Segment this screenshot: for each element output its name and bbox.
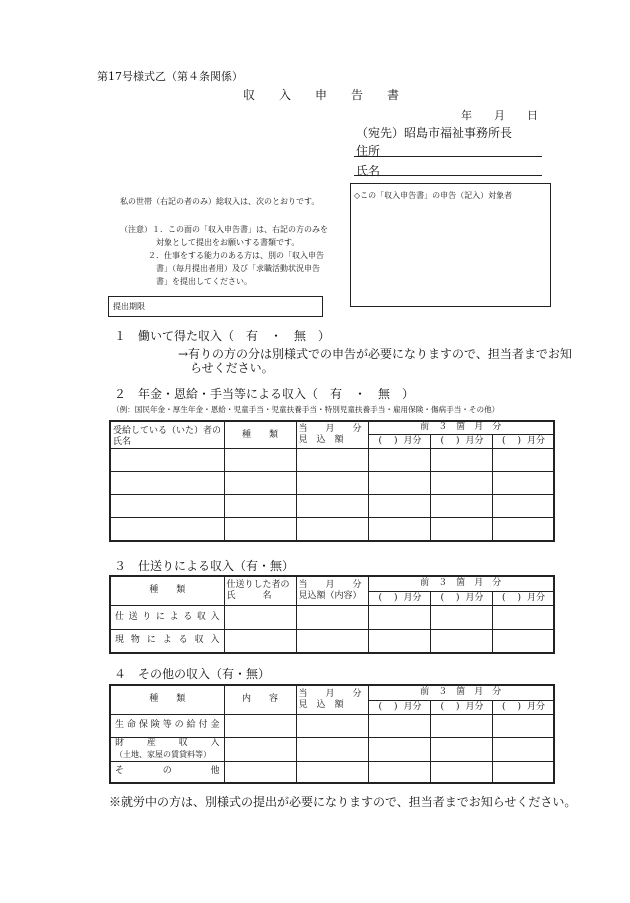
row-property-label: 財産収入 （土地、家屋の賃貸料等） <box>110 737 224 761</box>
month-cell[interactable]: ( ) 月分 <box>430 700 492 714</box>
table-row <box>110 449 554 472</box>
col-type-header: 種 類 <box>110 576 224 605</box>
col-recipient-header: 受給している（いた）者の氏名 <box>110 421 224 449</box>
date-field[interactable]: 年 月 日 <box>461 109 538 122</box>
month-cell[interactable]: ( ) 月分 <box>492 700 554 714</box>
form-number: 第17号様式乙（第４条関係） <box>97 70 243 83</box>
section2-table <box>109 420 555 542</box>
col-current-header: 当 月 分 見込額（内容） <box>296 576 368 605</box>
page-title: 収 入 申 告 書 <box>243 88 400 102</box>
col-sender-header: 仕送りした者の 氏 名 <box>224 576 296 605</box>
note-2-line-b: 書」（毎月提出者用）及び「求職活動状況申告 <box>156 264 320 273</box>
month-cell[interactable]: ( ) 月分 <box>430 434 492 448</box>
row-insurance-label: 生命保険等の給付金 <box>110 714 224 737</box>
address-label: 住所 <box>356 144 381 158</box>
month-cell[interactable]: ( ) 月分 <box>368 591 430 605</box>
name-label: 氏名 <box>356 164 381 178</box>
col-prev-header: 前 ３ 箇 月 分 <box>368 421 554 434</box>
col-current-header: 当 月 分 見 込 額 <box>296 685 368 714</box>
section4-heading: ４ その他の収入（有・無） <box>114 667 271 681</box>
table-row <box>110 472 554 495</box>
section1-heading: １ 働いて得た収入（ 有 ・ 無 ） <box>114 329 331 343</box>
month-cell[interactable]: ( ) 月分 <box>492 434 554 448</box>
address-field[interactable] <box>354 142 542 157</box>
note-1-line-b: 対象として提出をお願いする書類です。 <box>156 238 300 247</box>
table-row <box>110 518 554 541</box>
section3-table <box>109 575 555 654</box>
row-in-kind-label: 現物による収入 <box>110 629 224 653</box>
col-content-header: 内 容 <box>224 685 296 714</box>
table-row <box>110 605 554 629</box>
section4-table <box>109 684 555 784</box>
target-person-box[interactable] <box>350 183 551 307</box>
col-prev-header: 前 ３ 箇 月 分 <box>368 576 554 591</box>
row-remittance-label: 仕送りによる収入 <box>110 605 224 629</box>
note-2-line-c: 書」を提出してください。 <box>156 277 252 286</box>
section2-examples: （例：国民年金・厚生年金・恩給・児童手当・児童扶養手当・特別児童扶養手当・雇用保険・傷病手当・その他） <box>112 405 500 414</box>
table-row <box>110 737 554 761</box>
row-other-label: その他 <box>110 761 224 783</box>
col-current-header: 当 月 分 見 込 額 <box>296 421 368 449</box>
table-row <box>110 761 554 783</box>
section3-heading: ３ 仕送りによる収入（有・無） <box>114 559 295 573</box>
table-row <box>110 714 554 737</box>
target-person-label: ◇この「収入申告書」の申告（記入）対象者 <box>354 191 513 200</box>
month-cell[interactable]: ( ) 月分 <box>368 434 430 448</box>
deadline-label: 提出期限 <box>113 302 145 311</box>
deadline-field[interactable] <box>108 296 323 317</box>
name-field[interactable] <box>354 161 542 176</box>
section2-heading: ２ 年金・恩給・手当等による収入（ 有 ・ 無 ） <box>114 387 415 401</box>
table-row <box>110 629 554 653</box>
note-2-line-a: ２．仕事をする能力のある方は、別の「収入申告 <box>148 251 324 260</box>
table-row <box>110 495 554 518</box>
month-cell[interactable]: ( ) 月分 <box>492 591 554 605</box>
footer-note: ※就労中の方は、別様式の提出が必要になりますので、担当者までお知らせください。 <box>109 795 577 809</box>
income-statement: 私の世帯（右記の者のみ）総収入は、次のとおりです。 <box>120 197 320 206</box>
col-type-header: 種 類 <box>224 421 296 449</box>
section1-note-b: らせください。 <box>190 361 274 375</box>
note-1-line-a: （注意）１．この面の「収入申告書」は、右記の方のみを <box>120 225 328 234</box>
month-cell[interactable]: ( ) 月分 <box>430 591 492 605</box>
addressee: （宛先）昭島市福祉事務所長 <box>356 126 513 140</box>
col-type-header: 種 類 <box>110 685 224 714</box>
month-cell[interactable]: ( ) 月分 <box>368 700 430 714</box>
section1-note-a: →有りの方の分は別様式での申告が必要になりますので、担当者までお知 <box>178 347 572 361</box>
col-prev-header: 前 ３ 箇 月 分 <box>368 685 554 700</box>
